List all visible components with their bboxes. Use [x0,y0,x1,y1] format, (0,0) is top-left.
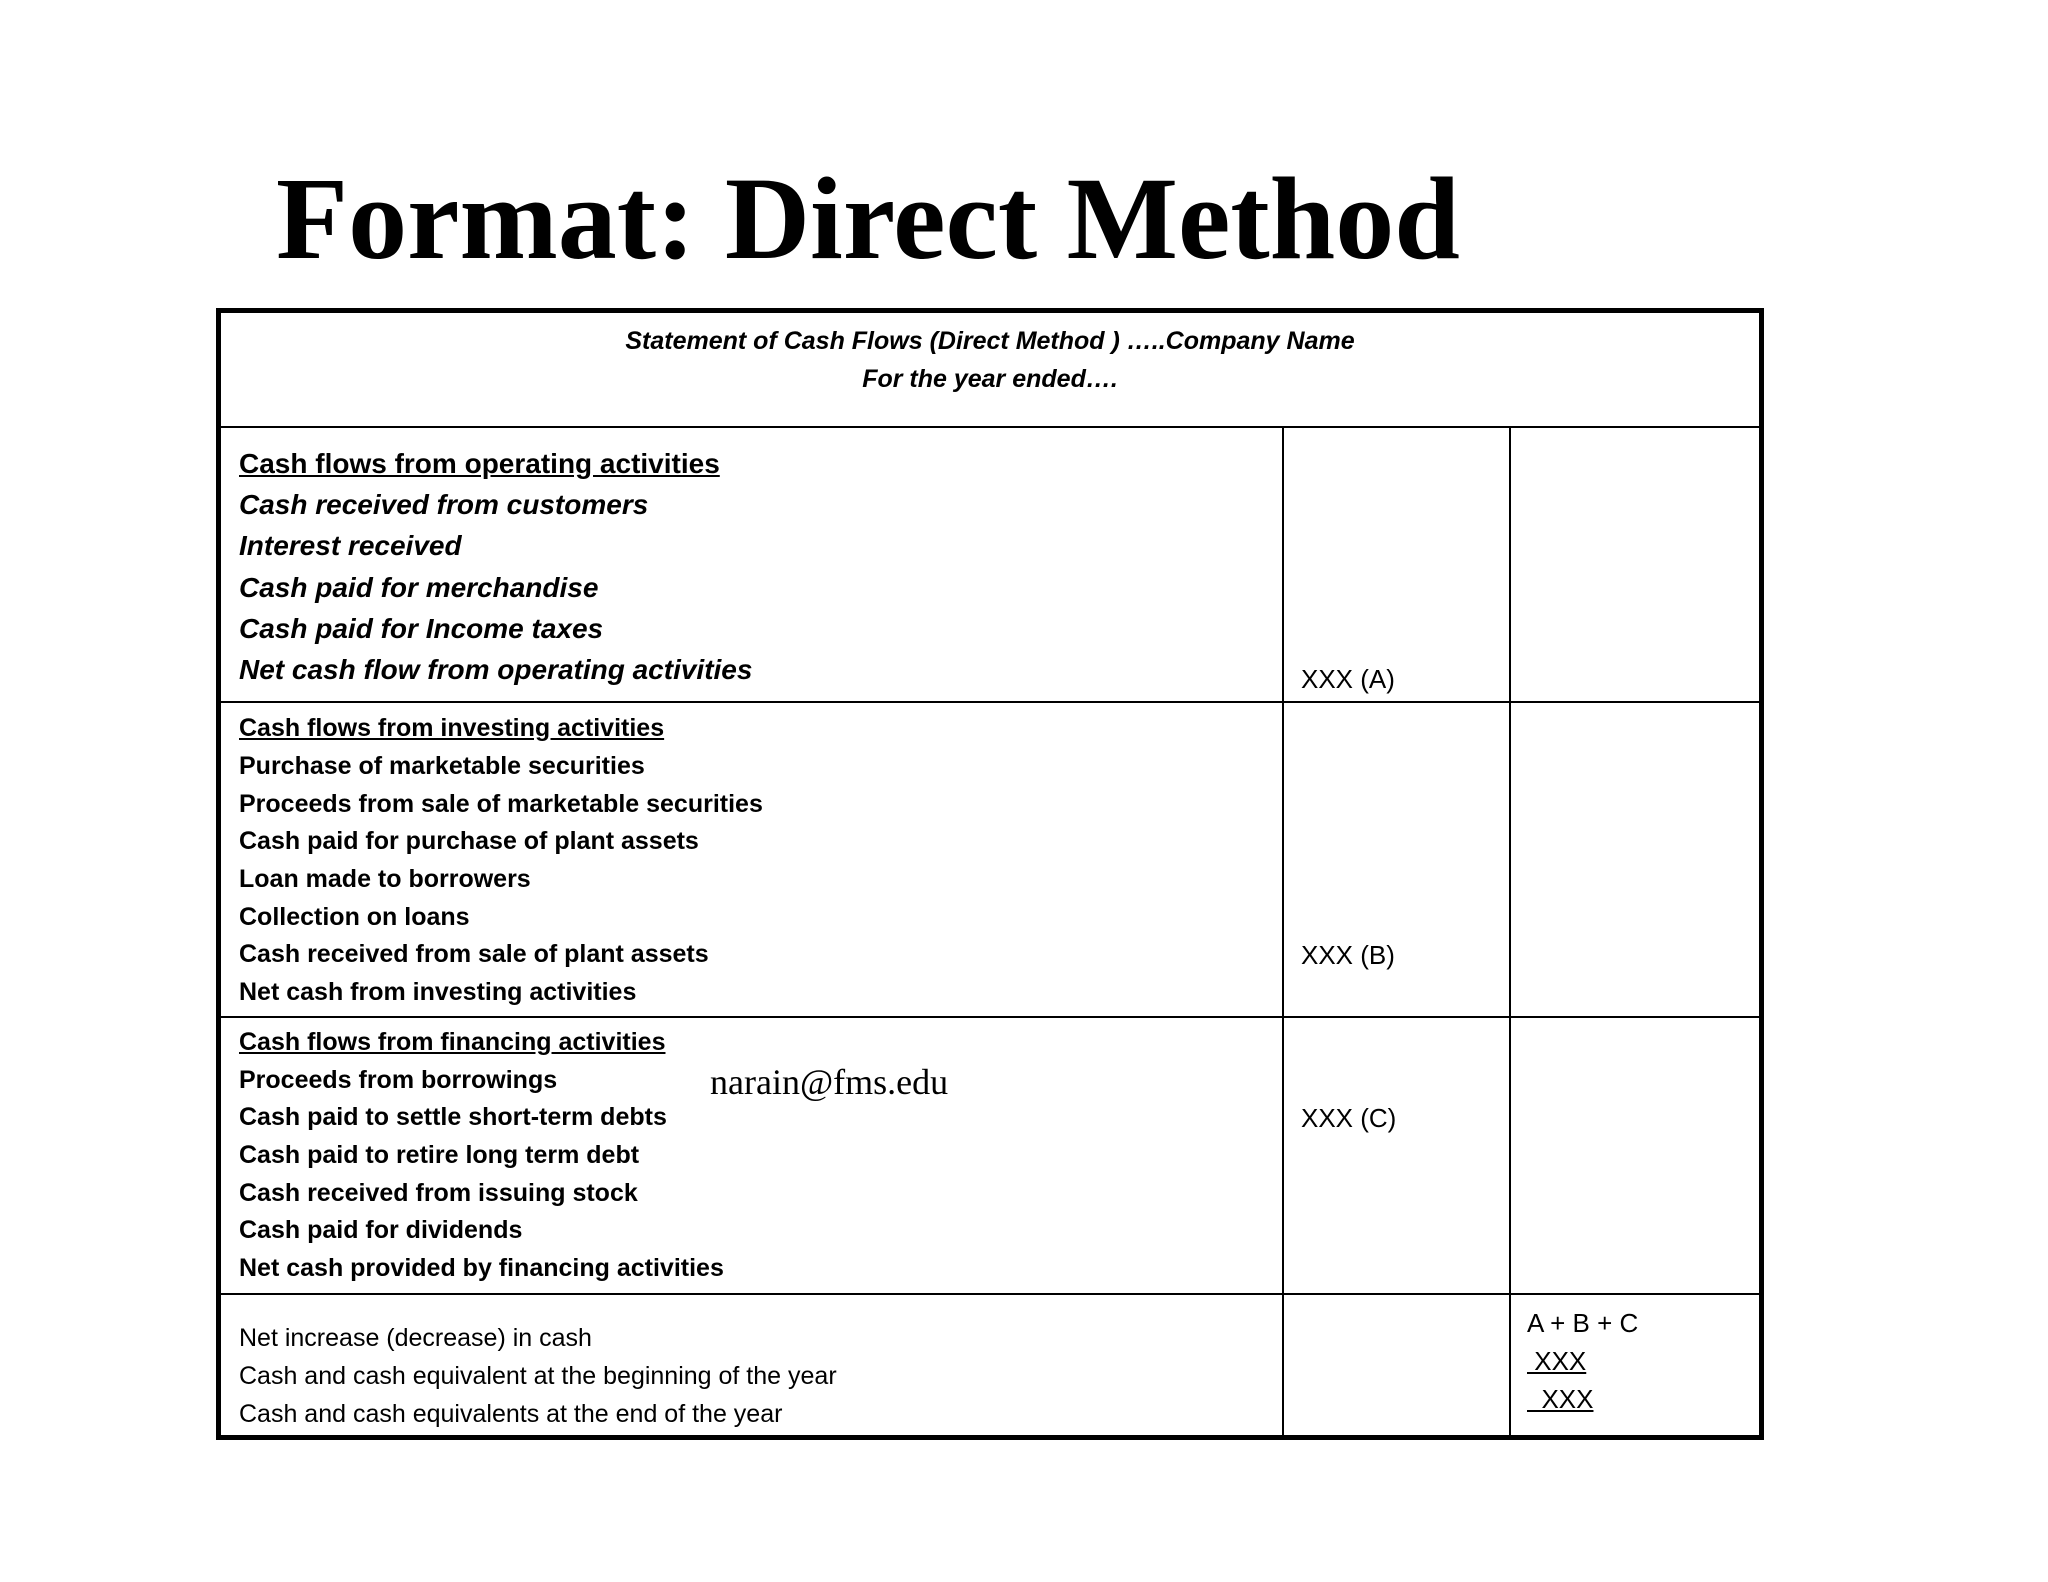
investing-item: Cash received from sale of plant assets [239,940,709,968]
investing-divider [221,1016,1759,1018]
operating-item: Interest received [239,530,462,561]
financing-item: Cash paid to settle short-term debts [239,1103,667,1131]
operating-item: Cash paid for merchandise [239,572,599,603]
summary-item: Cash and cash equivalent at the beginning of the year [239,1362,837,1390]
summary-total-formula: A + B + C [1527,1308,1639,1338]
financing-item: Cash paid to retire long term debt [239,1141,640,1169]
header-divider [221,426,1759,428]
financing-total-label: Net cash provided by financing activities [239,1254,724,1282]
financing-amount: XXX (C) [1301,1103,1397,1133]
investing-item: Purchase of marketable securities [239,752,645,780]
financing-item: Cash paid for dividends [239,1216,523,1244]
investing-amount: XXX (B) [1301,940,1395,970]
summary-total-beginning: XXX [1527,1346,1587,1376]
column-divider-1 [1282,426,1284,1435]
summary-total-ending: XXX [1527,1384,1594,1414]
investing-total-label: Net cash from investing activities [239,978,637,1006]
operating-heading: Cash flows from operating activities [239,448,720,479]
financing-item: Cash received from issuing stock [239,1179,638,1207]
operating-total-label: Net cash flow from operating activities [239,654,753,685]
statement-header-title: Statement of Cash Flows (Direct Method ) …..Company Name [625,327,1355,355]
operating-amount: XXX (A) [1301,664,1395,694]
author-email: narain@fms.edu [710,1062,949,1102]
column-divider-2 [1509,426,1511,1435]
cash-flow-statement-table [216,308,1764,1440]
slide-title: Format: Direct Method [276,153,1460,284]
investing-item: Proceeds from sale of marketable securities [239,790,763,818]
summary-item: Net increase (decrease) in cash [239,1324,592,1352]
statement-header-period: For the year ended…. [862,365,1118,393]
operating-item: Cash received from customers [239,489,649,520]
financing-divider [221,1293,1759,1295]
investing-heading: Cash flows from investing activities [239,714,665,742]
financing-heading: Cash flows from financing activities [239,1028,666,1056]
operating-divider [221,701,1759,703]
summary-item: Cash and cash equivalents at the end of the year [239,1400,783,1428]
operating-item: Cash paid for Income taxes [239,613,604,644]
investing-item: Loan made to borrowers [239,865,531,893]
investing-item: Cash paid for purchase of plant assets [239,827,699,855]
investing-item: Collection on loans [239,903,470,931]
financing-item: Proceeds from borrowings [239,1066,558,1094]
